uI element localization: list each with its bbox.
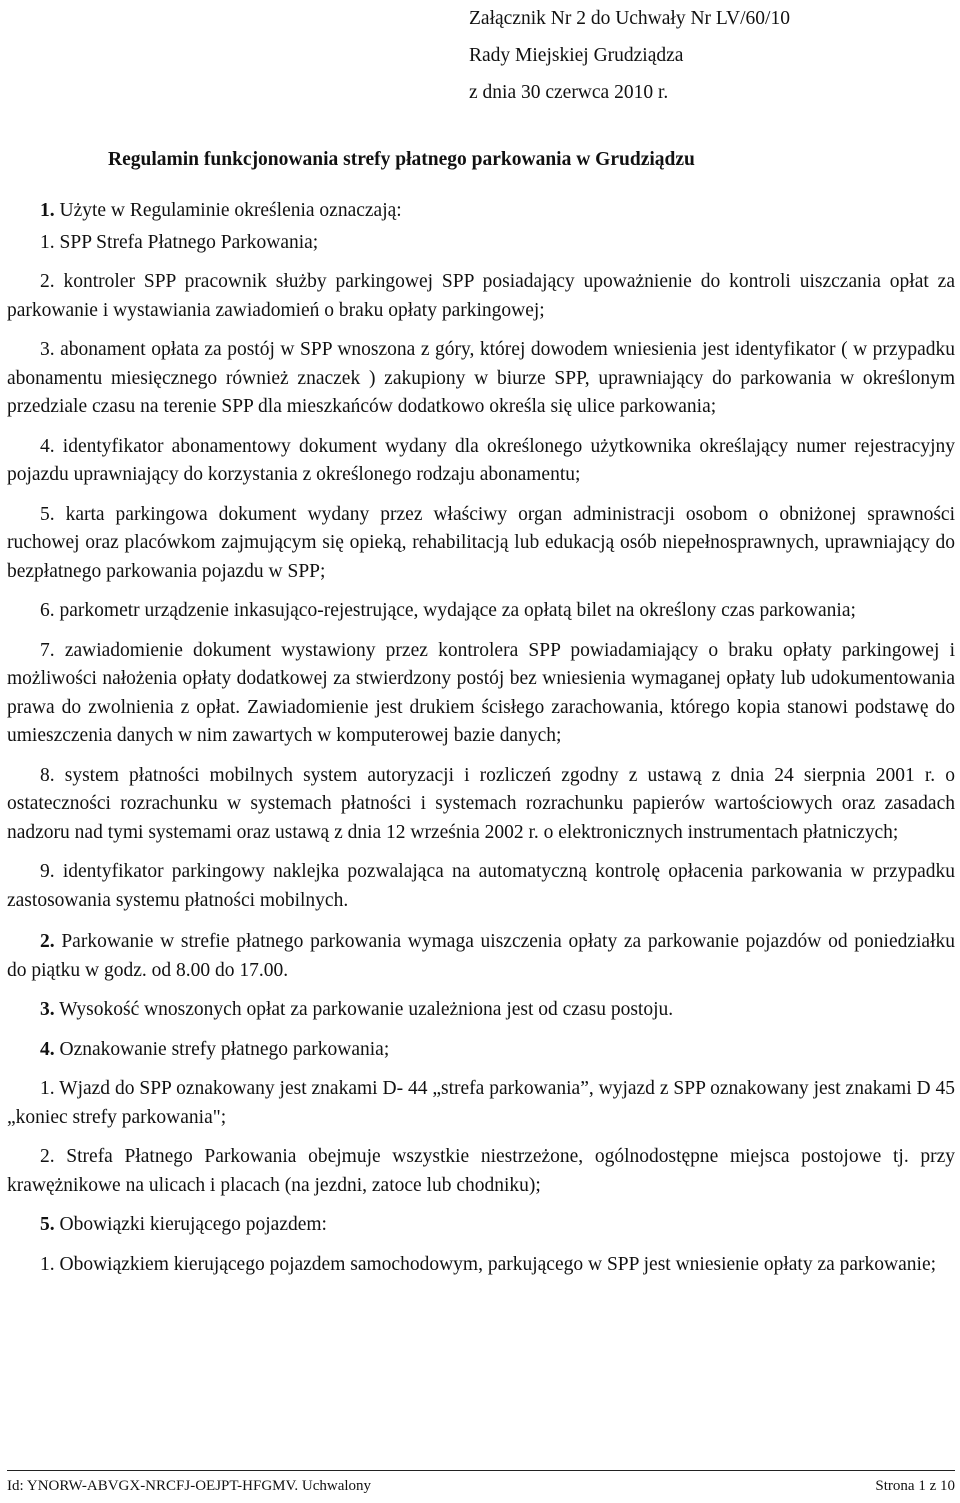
- definition-item: 7. zawiadomienie dokument wystawiony przez kontrolera SPP powiadamiający o braku opłaty parkingowej i możliwości nałożenia opłaty dodatkowej za stwierdzony postój bez wniesienia wymaganej opłaty lub udokumentowania prawa do zwolnienia z opłat. Zawiadomienie jest drukiem ścisłego zarachowania, którego kopia stanowi podstawę do umieszczenia danych w nim zawartych w komputerowej bazie danych;: [7, 639, 955, 746]
- definition-item: 4. identyfikator abonamentowy dokument wydany dla określonego użytkownika określający numer rejestracyjny pojazdu uprawniający do korzystania z określonego rodzaju abonamentu;: [7, 435, 955, 485]
- document-body: [7, 197, 955, 1279]
- definition-item: 6. parkometr urządzenie inkasująco-rejestrujące, wydające za opłatą bilet na określony czas parkowania;: [40, 600, 856, 621]
- definition-item: 3. abonament opłata za postój w SPP wnoszona z góry, której dowodem wniesienia jest identyfikator ( w przypadku abonamentu miesięcznego również znaczek ) zakupiony w biurze SPP, uprawniający do parkowania w określonym przedziale czasu na terenie SPP dla mieszkańców dodatkowo określa się ulice parkowania;: [7, 339, 955, 417]
- definition-item: 9. identyfikator parkingowy naklejka pozwalająca na automatyczną kontrolę opłacenia parkowania w przypadku zastosowania systemu płatności mobilnych.: [7, 861, 955, 911]
- section-text: Obowiązki kierującego pojazdem:: [59, 1214, 327, 1235]
- page-footer: [7, 1476, 955, 1496]
- section-number: 5.: [40, 1214, 55, 1235]
- header-line-council: Rady Miejskiej Grudziądza: [469, 45, 684, 66]
- definition-item: 8. system płatności mobilnych system autoryzacji i rozliczeń zgodny z ustawą z dnia 24 sierpnia 2001 r. o ostateczności rozrachunku w systemach płatności i systemach rozrachunku papierów wartościowych oraz zasadach nadzoru nad tymi systemami oraz ustawą z dnia 12 września 2002 r. o elektronicznych instrumentach płatniczych;: [7, 764, 955, 843]
- definition-item: 5. karta parkingowa dokument wydany przez właściwy organ administracji osobom o obniżonej sprawności ruchowej oraz placówkom zajmującym się opieką, rehabilitacją lub edukacją osób niepełnosprawnych, uprawniający do bezpłatnego parkowania pojazdu w SPP;: [7, 503, 955, 582]
- footer-divider: [7, 1470, 955, 1471]
- document-title: Regulamin funkcjonowania strefy płatnego parkowania w Grudziądzu: [108, 149, 695, 170]
- section-1-heading: [7, 197, 955, 226]
- page-number: Strona 1 z 10: [875, 1478, 955, 1494]
- definition-item: 1. SPP Strefa Płatnego Parkowania;: [40, 231, 319, 253]
- signage-item: 2. Strefa Płatnego Parkowania obejmuje wszystkie niestrzeżone, ogólnodostępne miejsca postojowe tj. przy krawężnikowe na ulicach i placach (na jezdni, zatoce lub chodniku);: [7, 1146, 955, 1196]
- section-text: Wysokość wnoszonych opłat za parkowanie uzależniona jest od czasu postoju.: [59, 999, 674, 1020]
- section-number: 1.: [40, 200, 55, 221]
- section-text: Parkowanie w strefie płatnego parkowania wymaga uiszczenia opłaty za parkowanie pojazdów od poniedziałku do piątku w godz. od 8.00 do 17.00.: [7, 931, 955, 981]
- section-number: 4.: [40, 1038, 55, 1060]
- section-2: [7, 928, 955, 985]
- header-line-date: z dnia 30 czerwca 2010 r.: [469, 82, 669, 103]
- driver-duty-item: 1. Obowiązkiem kierującego pojazdem samochodowym, parkującego w SPP jest wniesienie opłaty za parkowanie;: [40, 1253, 937, 1275]
- definition-item: 2. kontroler SPP pracownik służby parkingowej SPP posiadający upoważnienie do kontroli uiszczania opłat za parkowanie i wystawiania zawiadomień o braku opłaty parkingowej;: [7, 271, 955, 321]
- section-text: Oznakowanie strefy płatnego parkowania;: [59, 1038, 390, 1060]
- document-header: [469, 0, 790, 111]
- section-3: [7, 996, 955, 1025]
- section-4-heading: [7, 1036, 955, 1065]
- section-text: Użyte w Regulaminie określenia oznaczają:: [59, 200, 402, 221]
- section-number: 3.: [40, 999, 55, 1020]
- section-5-heading: [7, 1211, 955, 1240]
- header-line-attachment: Załącznik Nr 2 do Uchwały Nr LV/60/10: [469, 8, 790, 29]
- section-number: 2.: [40, 931, 55, 952]
- signage-item: 1. Wjazd do SPP oznakowany jest znakami D- 44 „strefa parkowania”, wyjazd z SPP oznakowany jest znakami D 45 „koniec strefy parkowania";: [7, 1078, 955, 1128]
- document-id: Id: YNORW-ABVGX-NRCFJ-OEJPT-HFGMV. Uchwalony: [7, 1478, 372, 1494]
